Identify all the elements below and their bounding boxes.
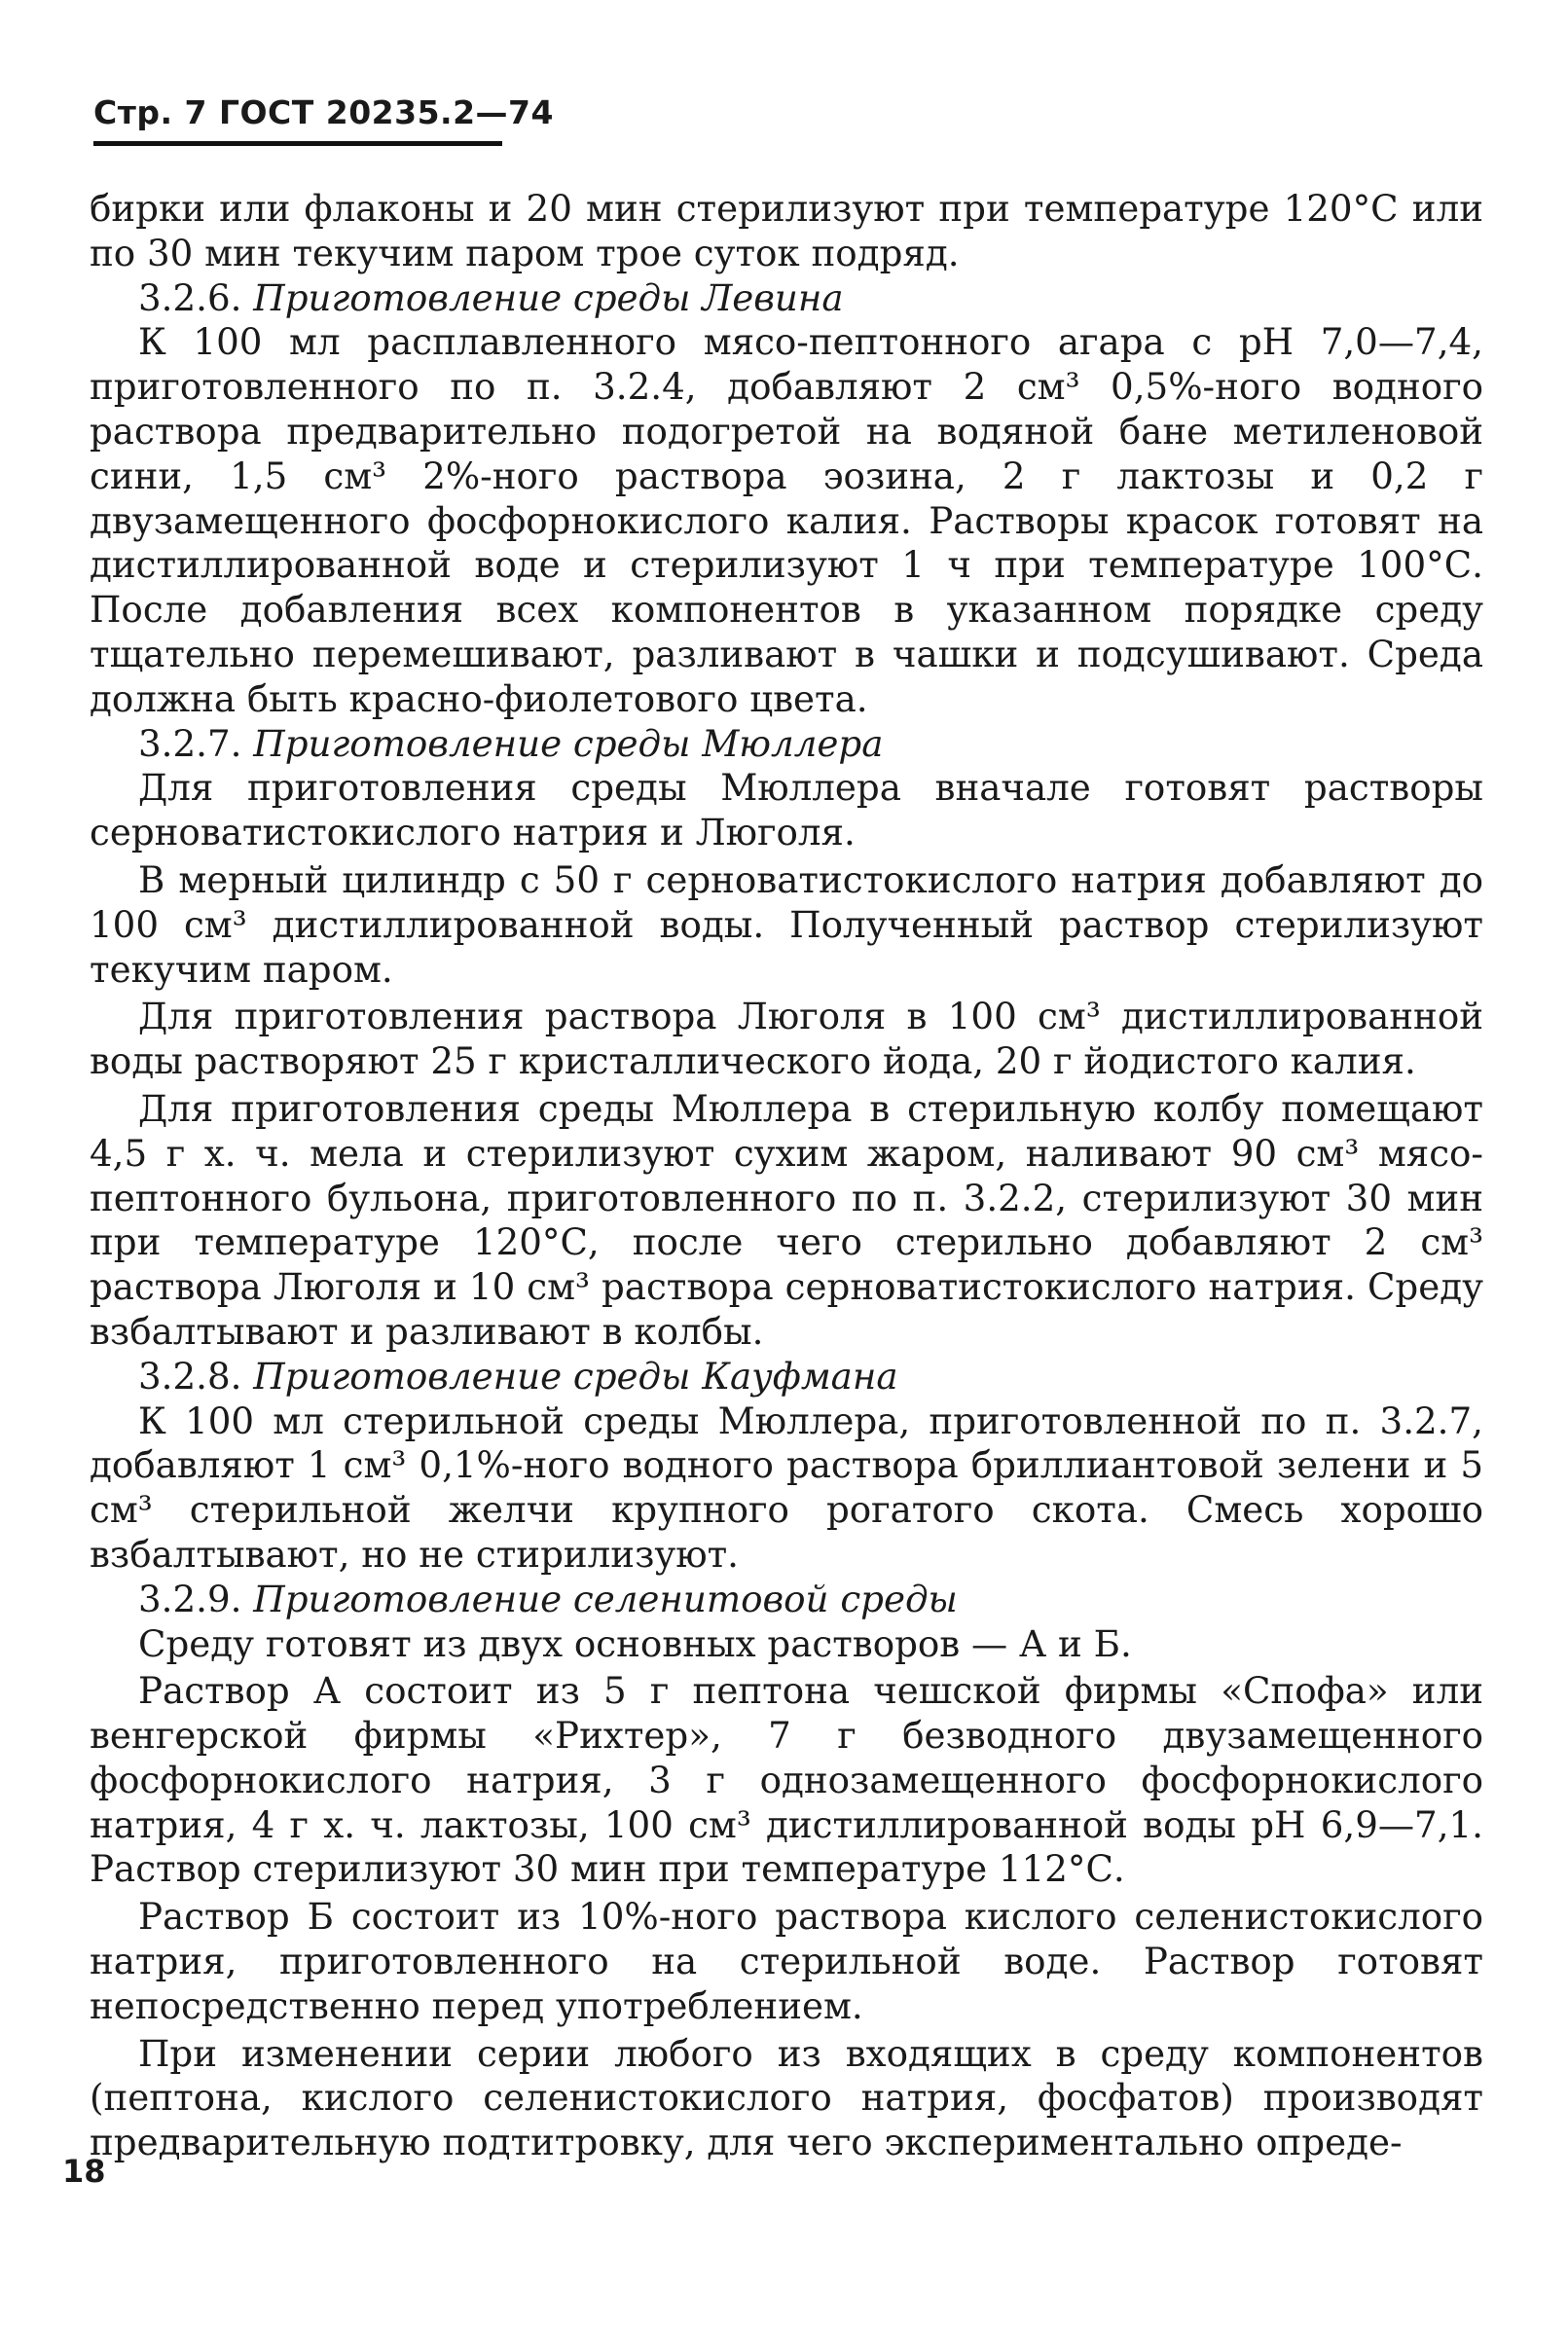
section-heading-3-2-6: [90, 276, 1483, 321]
section-heading-3-2-9: [90, 1578, 1483, 1622]
paragraph-solution-b: Раствор Б состоит из 10%-ного раствора кислого селенистокислого натрия, приготовленного на стерильной воде. Раствор готовят непосредственно перед употреблением.: [90, 1895, 1483, 2027]
section-title: Приготовление селенитовой среды: [253, 1577, 958, 1620]
section-number: 3.2.7.: [138, 721, 242, 765]
section-title: Приготовление среды Мюллера: [253, 721, 884, 765]
paragraph-solution-a: Раствор А состоит из 5 г пептона чешской фирмы «Спофа» или венгерской фирмы «Рихтер», 7 г безводного двузамещенного фосфорнокислого натрия, 3 г однозамещенного фосфорнокислого натрия, 4 г х. ч. лактозы, 100 см³ дистиллированной воды рН 6,9—7,1. Раствор стерилизуют 30 мин при температуре 112°С.: [90, 1669, 1483, 1891]
paragraph-kaufmann-medium: К 100 мл стерильной среды Мюллера, приготовленной по п. 3.2.7, добавляют 1 см³ 0,1%-ного водного раствора бриллиантовой зелени и 5 см³ стерильной желчи крупного рогатого скота. Смесь хорошо взбалтывают, но не стирилизуют.: [90, 1399, 1483, 1576]
paragraph-lugol-solution: Для приготовления раствора Люголя в 100 см³ дистиллированной воды растворяют 25 г кристаллического йода, 20 г йодистого калия.: [90, 995, 1483, 1083]
paragraph-muller-intro: Для приготовления среды Мюллера вначале готовят растворы серноватистокислого натрия и Люголя.: [90, 766, 1483, 854]
paragraph-levin-medium: К 100 мл расплавленного мясо-пептонного агара с рН 7,0—7,4, приготовленного по п. 3.2.4, добавляют 2 см³ 0,5%-ного водного раствора предварительно подогретой на водяной бане метиленовой сини, 1,5 см³ 2%-ного раствора эозина, 2 г лактозы и 0,2 г двузамещенного фосфорнокислого калия. Растворы красок готовят на дистиллированной воде и стерилизуют 1 ч при температуре 100°С. После добавления всех компонентов в указанном порядке среду тщательно перемешивают, разливают в чашки и подсушивают. Среда должна быть красно-фиолетового цвета.: [90, 320, 1483, 720]
section-title: Приготовление среды Левина: [253, 275, 844, 319]
document-body: [90, 187, 1483, 2165]
section-number: 3.2.8.: [138, 1354, 242, 1398]
section-heading-3-2-7: [90, 722, 1483, 767]
section-number: 3.2.6.: [138, 275, 242, 319]
section-heading-3-2-8: [90, 1355, 1483, 1399]
paragraph-continuation: бирки или флаконы и 20 мин стерилизуют при температуре 120°С или по 30 мин текучим паром трое суток подряд.: [90, 187, 1483, 274]
paragraph-muller-preparation: Для приготовления среды Мюллера в стерильную колбу помещают 4,5 г х. ч. мела и стерилизуют сухим жаром, наливают 90 см³ мясо-пептонного бульона, приготовленного по п. 3.2.2, стерилизуют 30 мин при температуре 120°С, после чего стерильно добавляют 2 см³ раствора Люголя и 10 см³ раствора серноватистокислого натрия. Среду взбалтывают и разливают в колбы.: [90, 1086, 1483, 1353]
section-title: Приготовление среды Кауфмана: [253, 1354, 898, 1398]
section-number: 3.2.9.: [138, 1577, 242, 1620]
paragraph-thiosulfate-solution: В мерный цилиндр с 50 г серноватистокислого натрия добавляют до 100 см³ дистиллированной воды. Полученный раствор стерилизуют текучим паром.: [90, 857, 1483, 991]
paragraph-series-change: При изменении серии любого из входящих в среду компонентов (пептона, кислого селенистокислого натрия, фосфатов) производят предварительную подтитровку, для чего экспериментально опреде-: [90, 2031, 1483, 2164]
header-rule: [93, 141, 502, 146]
paragraph-selenite-intro: Среду готовят из двух основных растворов — А и Б.: [138, 1621, 1132, 1665]
page-number: 18: [62, 2153, 106, 2190]
page-header: Стр. 7 ГОСТ 20235.2—74: [93, 93, 554, 131]
